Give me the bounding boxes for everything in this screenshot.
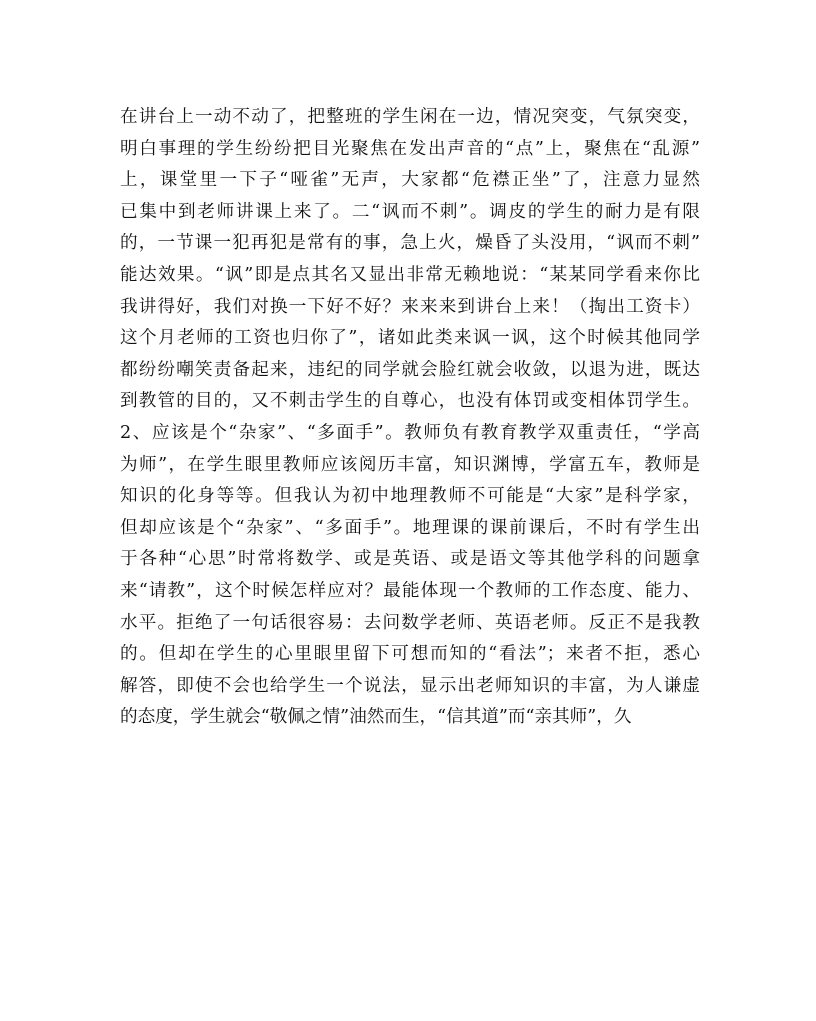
text-line: 明白事理的学生纷纷把目光聚焦在发出声音的“点”上，聚焦在“乱源” bbox=[120, 138, 700, 159]
text-line: 都纷纷嘲笑责备起来，违纪的同学就会脸红就会收敛，以退为进，既达 bbox=[120, 359, 700, 380]
text-line: 但却应该是个“杂家”、“多面手”。地理课的课前课后，不时有学生出 bbox=[120, 517, 700, 538]
text-line: 水平。拒绝了一句话很容易：去问数学老师、英语老师。反正不是我教 bbox=[120, 612, 700, 633]
text-line: 于各种“心思”时常将数学、或是英语、或是语文等其他学科的问题拿 bbox=[120, 549, 700, 570]
text-line: 2、应该是个“杂家”、“多面手”。教师负有教育教学双重责任，“学高 bbox=[120, 422, 700, 443]
text-line: 知识的化身等等。但我认为初中地理教师不可能是“大家”是科学家， bbox=[120, 486, 700, 507]
text-line: 的态度，学生就会“敬佩之情”油然而生，“信其道”而“亲其师”，久 bbox=[120, 707, 632, 728]
text-line: 在讲台上一动不动了，把整班的学生闲在一边，情况突变，气氛突变， bbox=[120, 107, 700, 127]
body-text bbox=[120, 102, 700, 734]
text-line: 解答，即使不会也给学生一个说法，显示出老师知识的丰富，为人谦虚 bbox=[120, 675, 700, 696]
text-line: 我讲得好，我们对换一下好不好？来来来到讲台上来！（掏出工资卡） bbox=[120, 296, 700, 317]
text-line: 为师”，在学生眼里教师应该阅历丰富，知识渊博，学富五车，教师是 bbox=[120, 454, 700, 475]
text-line: 的。但却在学生的心里眼里留下可想而知的“看法”；来者不拒，悉心 bbox=[120, 644, 700, 665]
text-line: 已集中到老师讲课上来了。二“讽而不刺”。调皮的学生的耐力是有限 bbox=[120, 201, 700, 222]
text-line: 能达效果。“讽”即是点其名又显出非常无赖地说：“某某同学看来你比 bbox=[120, 264, 700, 285]
text-line: 这个月老师的工资也归你了”，诸如此类来讽一讽，这个时候其他同学 bbox=[120, 328, 700, 349]
text-line: 到教管的目的，又不刺击学生的自尊心，也没有体罚或变相体罚学生。 bbox=[120, 391, 700, 412]
text-line: 来“请教”，这个时候怎样应对？最能体现一个教师的工作态度、能力、 bbox=[120, 580, 700, 601]
text-line: 的，一节课一犯再犯是常有的事，急上火，燥昏了头没用，“讽而不刺” bbox=[120, 233, 700, 254]
text-line: 上，课堂里一下子“哑雀”无声，大家都“危襟正坐”了，注意力显然 bbox=[120, 170, 700, 191]
